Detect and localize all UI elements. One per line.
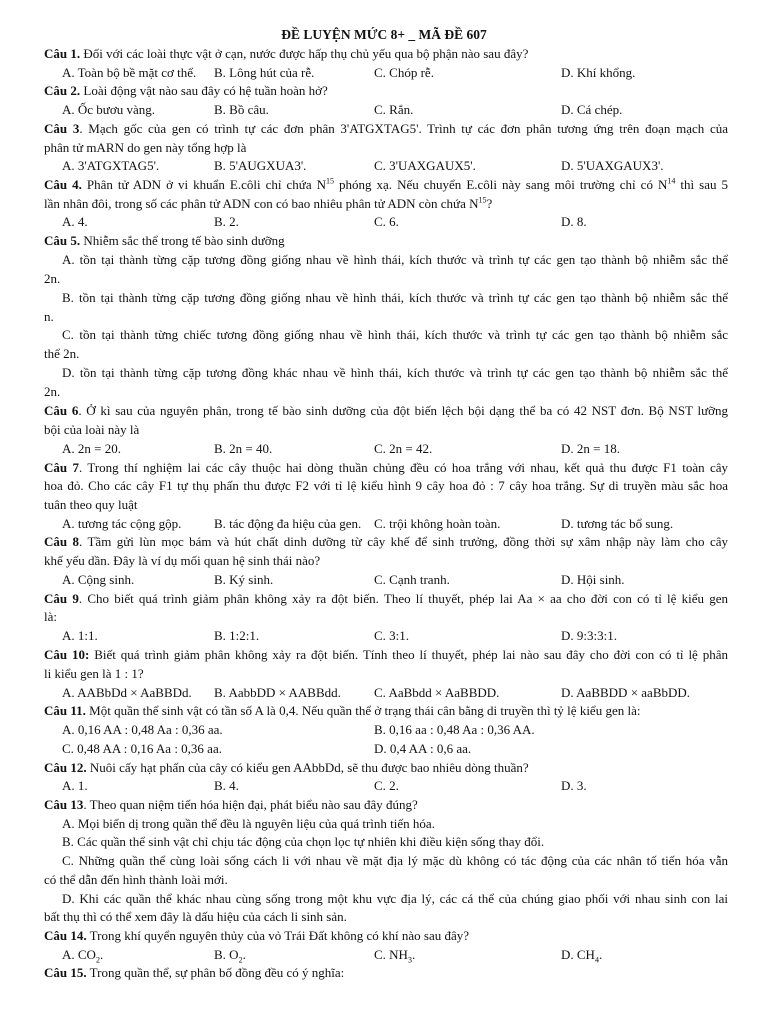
option-text: C. NH: [374, 947, 408, 962]
question-9: [44, 590, 728, 609]
option-a: A. tồn tại thành từng cặp tương đồng giống nhau về hình thái, kích thước và trình tự các gen tạo thành bộ nhiễm sắc thể: [62, 252, 728, 267]
option-text: D. CH: [561, 947, 595, 962]
question-text-cont: li kiểu gen là 1 : 1?: [44, 666, 144, 681]
subscript: 4: [594, 955, 599, 965]
question-number: Câu 10:: [44, 647, 90, 662]
option-text: B. O: [214, 947, 239, 962]
option-a: A. Cộng sinh.: [62, 572, 135, 587]
question-number: Câu 8: [44, 534, 80, 549]
question-13: [44, 796, 728, 815]
option-c: C. tồn tại thành từng chiếc tương đồng giống nhau về hình thái, kích thước và trình tự các gen tạo thành bộ nhiễm sắc: [62, 327, 728, 342]
question-text-cont: phân tử mARN do gen này tổng hợp là: [44, 140, 247, 155]
question-text: . Trong thí nghiệm lai các cây thuộc hai dòng thuần chủng đều có hoa trắng với nhau, kết quả thu được F1 toàn cây: [78, 460, 728, 475]
question-text: Trong khí quyển nguyên thủy của vỏ Trái Đất không có khí nào sau đây?: [86, 928, 470, 943]
option-b: B. Lông hút của rễ.: [214, 65, 315, 80]
question-text-cont: tuân theo quy luật: [44, 497, 138, 512]
option-text: .: [598, 947, 603, 962]
question-12: [44, 759, 728, 778]
option-d: D. 9:3:3:1.: [561, 628, 617, 643]
option-c-cont: có thể dẫn đến hình thành loài mới.: [44, 872, 228, 887]
question-number: Câu 2.: [44, 83, 81, 98]
option-c: C. Cạnh tranh.: [374, 572, 450, 587]
question-text: phóng xạ. Nếu chuyển E.côli này sang môi trường chỉ có N: [334, 177, 668, 192]
option-c: C. 0,48 AA : 0,16 Aa : 0,36 aa.: [62, 741, 222, 756]
question-2: [44, 82, 728, 101]
option-a: A. 0,16 AA : 0,48 Aa : 0,36 aa.: [62, 722, 223, 737]
question-text: . Ở kì sau của nguyên phân, trong tế bào sinh dưỡng của đột biến lệch bội dạng thể ba có 42 NST đơn. Bộ NST lưỡng: [78, 403, 728, 418]
option-c: C. 3'UAXGAUX5'.: [374, 158, 476, 173]
option-b: B. AabbDD × AABBdd.: [214, 685, 341, 700]
exam-title: ĐỀ LUYỆN MỨC 8+ _ MÃ ĐỀ 607: [281, 27, 487, 42]
option-b: B. tồn tại thành từng cặp tương đồng giống nhau về hình thái, kích thước và trình tự các gen tạo thành bộ nhiễm sắc thể: [62, 290, 728, 305]
superscript: 15: [478, 195, 487, 205]
subscript: 2: [95, 955, 100, 965]
option-b: B. 2.: [214, 214, 239, 229]
option-d: D. 2n = 18.: [561, 441, 620, 456]
subscript: 2: [238, 955, 243, 965]
option-b: B. tác động đa hiệu của gen.: [214, 516, 362, 531]
question-number: Câu 4.: [44, 177, 82, 192]
question-text: Nhiễm sắc thể trong tế bào sinh dưỡng: [80, 233, 285, 248]
option-text: .: [411, 947, 416, 962]
option-b: B. Bồ câu.: [214, 102, 269, 117]
question-4: [44, 176, 728, 195]
question-number: Câu 7: [44, 460, 79, 475]
question-number: Câu 9: [44, 591, 79, 606]
question-text: . Mạch gốc của gen có trình tự các đơn phân 3'ATGXTAG5'. Trình tự các đơn phân tương ứng trên đoạn mạch của: [79, 121, 728, 136]
option-b: B. Ký sinh.: [214, 572, 274, 587]
option-d: D. 5'UAXGAUX3'.: [561, 158, 664, 173]
question-text-cont: bội của loài này là: [44, 422, 140, 437]
option-a: A. 4.: [62, 214, 88, 229]
question-text: Nuôi cấy hạt phấn của cây có kiểu gen AAbbDd, sẽ thu được bao nhiêu dòng thuần?: [86, 760, 529, 775]
option-c: C. AaBbdd × AaBBDD.: [374, 685, 500, 700]
option-a: A. 1:1.: [62, 628, 98, 643]
option-d: D. Khí khổng.: [561, 65, 636, 80]
option-b: B. 2n = 40.: [214, 441, 273, 456]
option-a: A. Mọi biến dị trong quần thể đều là nguyên liệu của quá trình tiến hóa.: [62, 816, 435, 831]
question-text: Loài động vật nào sau đây có hệ tuần hoàn hở?: [80, 83, 328, 98]
question-text: Phân tử ADN ở vi khuẩn E.côli chỉ chứa N: [81, 177, 326, 192]
question-text: Trong quần thể, sự phân bố đồng đều có ý nghĩa:: [86, 965, 345, 980]
question-text-cont: hoa đỏ. Cho các cây F1 tự thụ phấn thu được F2 với tỉ lệ kiểu hình 9 cây hoa đỏ : 7 cây hoa trắng. Sự di truyền màu sắc hoa: [44, 478, 728, 493]
option-d: D. tương tác bổ sung.: [561, 516, 674, 531]
question-8: [44, 533, 728, 552]
question-text: . Cho biết quá trình giảm phân không xảy ra đột biến. Theo lí thuyết, phép lai Aa × aa cho đời con có tỉ lệ kiểu gen: [78, 591, 728, 606]
option-b: B. 5'AUGXUA3'.: [214, 158, 307, 173]
option-b: B. 0,16 aa : 0,48 Aa : 0,36 AA.: [374, 722, 535, 737]
option-c: C. Rắn.: [374, 102, 414, 117]
option-b: B. 4.: [214, 778, 239, 793]
question-10: [44, 646, 728, 665]
option-b: B. Các quần thể sinh vật chỉ chịu tác động của chọn lọc tự nhiên khi điều kiện sống thay đổi.: [62, 834, 545, 849]
option-a: A. Toàn bộ bề mặt cơ thể.: [62, 65, 197, 80]
option-text: .: [99, 947, 104, 962]
subscript: 3: [407, 955, 412, 965]
question-text: ?: [486, 196, 493, 211]
question-number: Câu 5.: [44, 233, 81, 248]
option-b: B. 1:2:1.: [214, 628, 260, 643]
option-a: [62, 946, 103, 965]
question-7: [44, 459, 728, 478]
question-number: Câu 3: [44, 121, 80, 136]
option-d-cont: 2n.: [44, 384, 61, 399]
question-text-cont: [44, 195, 728, 214]
question-6: [44, 402, 728, 421]
option-d: [561, 946, 602, 965]
option-c: C. 2.: [374, 778, 399, 793]
question-number: Câu 11.: [44, 703, 86, 718]
question-11: [44, 702, 728, 721]
question-number: Câu 15.: [44, 965, 87, 980]
question-5: [44, 232, 728, 251]
question-number: Câu 13: [44, 797, 84, 812]
question-text: Đối với các loài thực vật ở cạn, nước được hấp thụ chủ yếu qua bộ phận nào sau đây?: [80, 46, 529, 61]
option-a: A. 2n = 20.: [62, 441, 121, 456]
option-c: C. 2n = 42.: [374, 441, 433, 456]
option-a: A. Ốc bươu vàng.: [62, 102, 155, 117]
question-15: [44, 964, 728, 983]
question-text-cont: khế yếu dần. Đây là ví dụ mối quan hệ sinh thái nào?: [44, 553, 321, 568]
option-text: A. CO: [62, 947, 96, 962]
option-d: D. Khi các quần thể khác nhau cùng sống trong một khu vực địa lý, các cá thể của chúng giao phối với nhau sinh con lai: [62, 891, 728, 906]
option-d-cont: bất thụ thì có thể xem đây là dấu hiệu của cách li sinh sản.: [44, 909, 347, 924]
option-c: [374, 946, 415, 965]
question-text: Một quần thể sinh vật có tần số A là 0,4. Nếu quần thể ở trạng thái cân bằng di truyền thì tỷ lệ kiểu gen là:: [85, 703, 641, 718]
option-c: C. 3:1.: [374, 628, 410, 643]
option-d: D. 0,4 AA : 0,6 aa.: [374, 741, 472, 756]
option-b: [214, 946, 246, 965]
question-number: Câu 6: [44, 403, 79, 418]
option-d: D. AaBBDD × aaBbDD.: [561, 685, 691, 700]
superscript: 15: [326, 176, 334, 186]
option-c: C. trội không hoàn toàn.: [374, 516, 501, 531]
option-c: C. Chóp rễ.: [374, 65, 434, 80]
option-c: C. 6.: [374, 214, 399, 229]
question-number: Câu 1.: [44, 46, 81, 61]
option-c: C. Những quần thể cùng loài sống cách li với nhau về mặt địa lý mặc dù không có tác động của các nhân tố tiến hóa vẫn: [62, 853, 728, 868]
option-a: A. AABbDd × AaBBDd.: [62, 685, 192, 700]
question-number: Câu 12.: [44, 760, 87, 775]
question-text: thì sau 5: [675, 177, 728, 192]
question-text: . Tầm gửi lùn mọc bám và hút chất dinh dưỡng từ cây khế để sinh trưởng, đồng thời sự xâm nhập này làm cho cây: [79, 534, 728, 549]
question-text-cont: là:: [44, 609, 57, 624]
option-d: D. tồn tại thành từng cặp tương đồng khác nhau về hình thái, kích thước và trình tự các gen tạo thành bộ nhiễm sắc thể: [62, 365, 728, 380]
question-number: Câu 14.: [44, 928, 87, 943]
question-1: [44, 45, 728, 64]
option-d: D. Hội sinh.: [561, 572, 625, 587]
question-14: [44, 927, 728, 946]
option-b-cont: n.: [44, 309, 54, 324]
option-a-cont: 2n.: [44, 271, 61, 286]
option-a: A. tương tác cộng gộp.: [62, 516, 182, 531]
option-d: D. Cá chép.: [561, 102, 623, 117]
question-text: . Theo quan niệm tiến hóa hiện đại, phát biểu nào sau đây đúng?: [83, 797, 418, 812]
option-d: D. 3.: [561, 778, 587, 793]
option-a: A. 1.: [62, 778, 88, 793]
superscript: 14: [667, 176, 676, 186]
question-3: [44, 120, 728, 139]
option-a: A. 3'ATGXTAG5'.: [62, 158, 160, 173]
option-c-cont: thể 2n.: [44, 346, 80, 361]
question-text: Biết quá trình giảm phân không xảy ra đột biến. Tính theo lí thuyết, phép lai nào sau đây cho đời con có tỉ lệ phân: [89, 647, 728, 662]
question-text: lần nhân đôi, trong số các phân tử ADN con có bao nhiêu phân tử ADN còn chứa N: [44, 196, 479, 211]
option-d: D. 8.: [561, 214, 587, 229]
option-text: .: [242, 947, 246, 962]
